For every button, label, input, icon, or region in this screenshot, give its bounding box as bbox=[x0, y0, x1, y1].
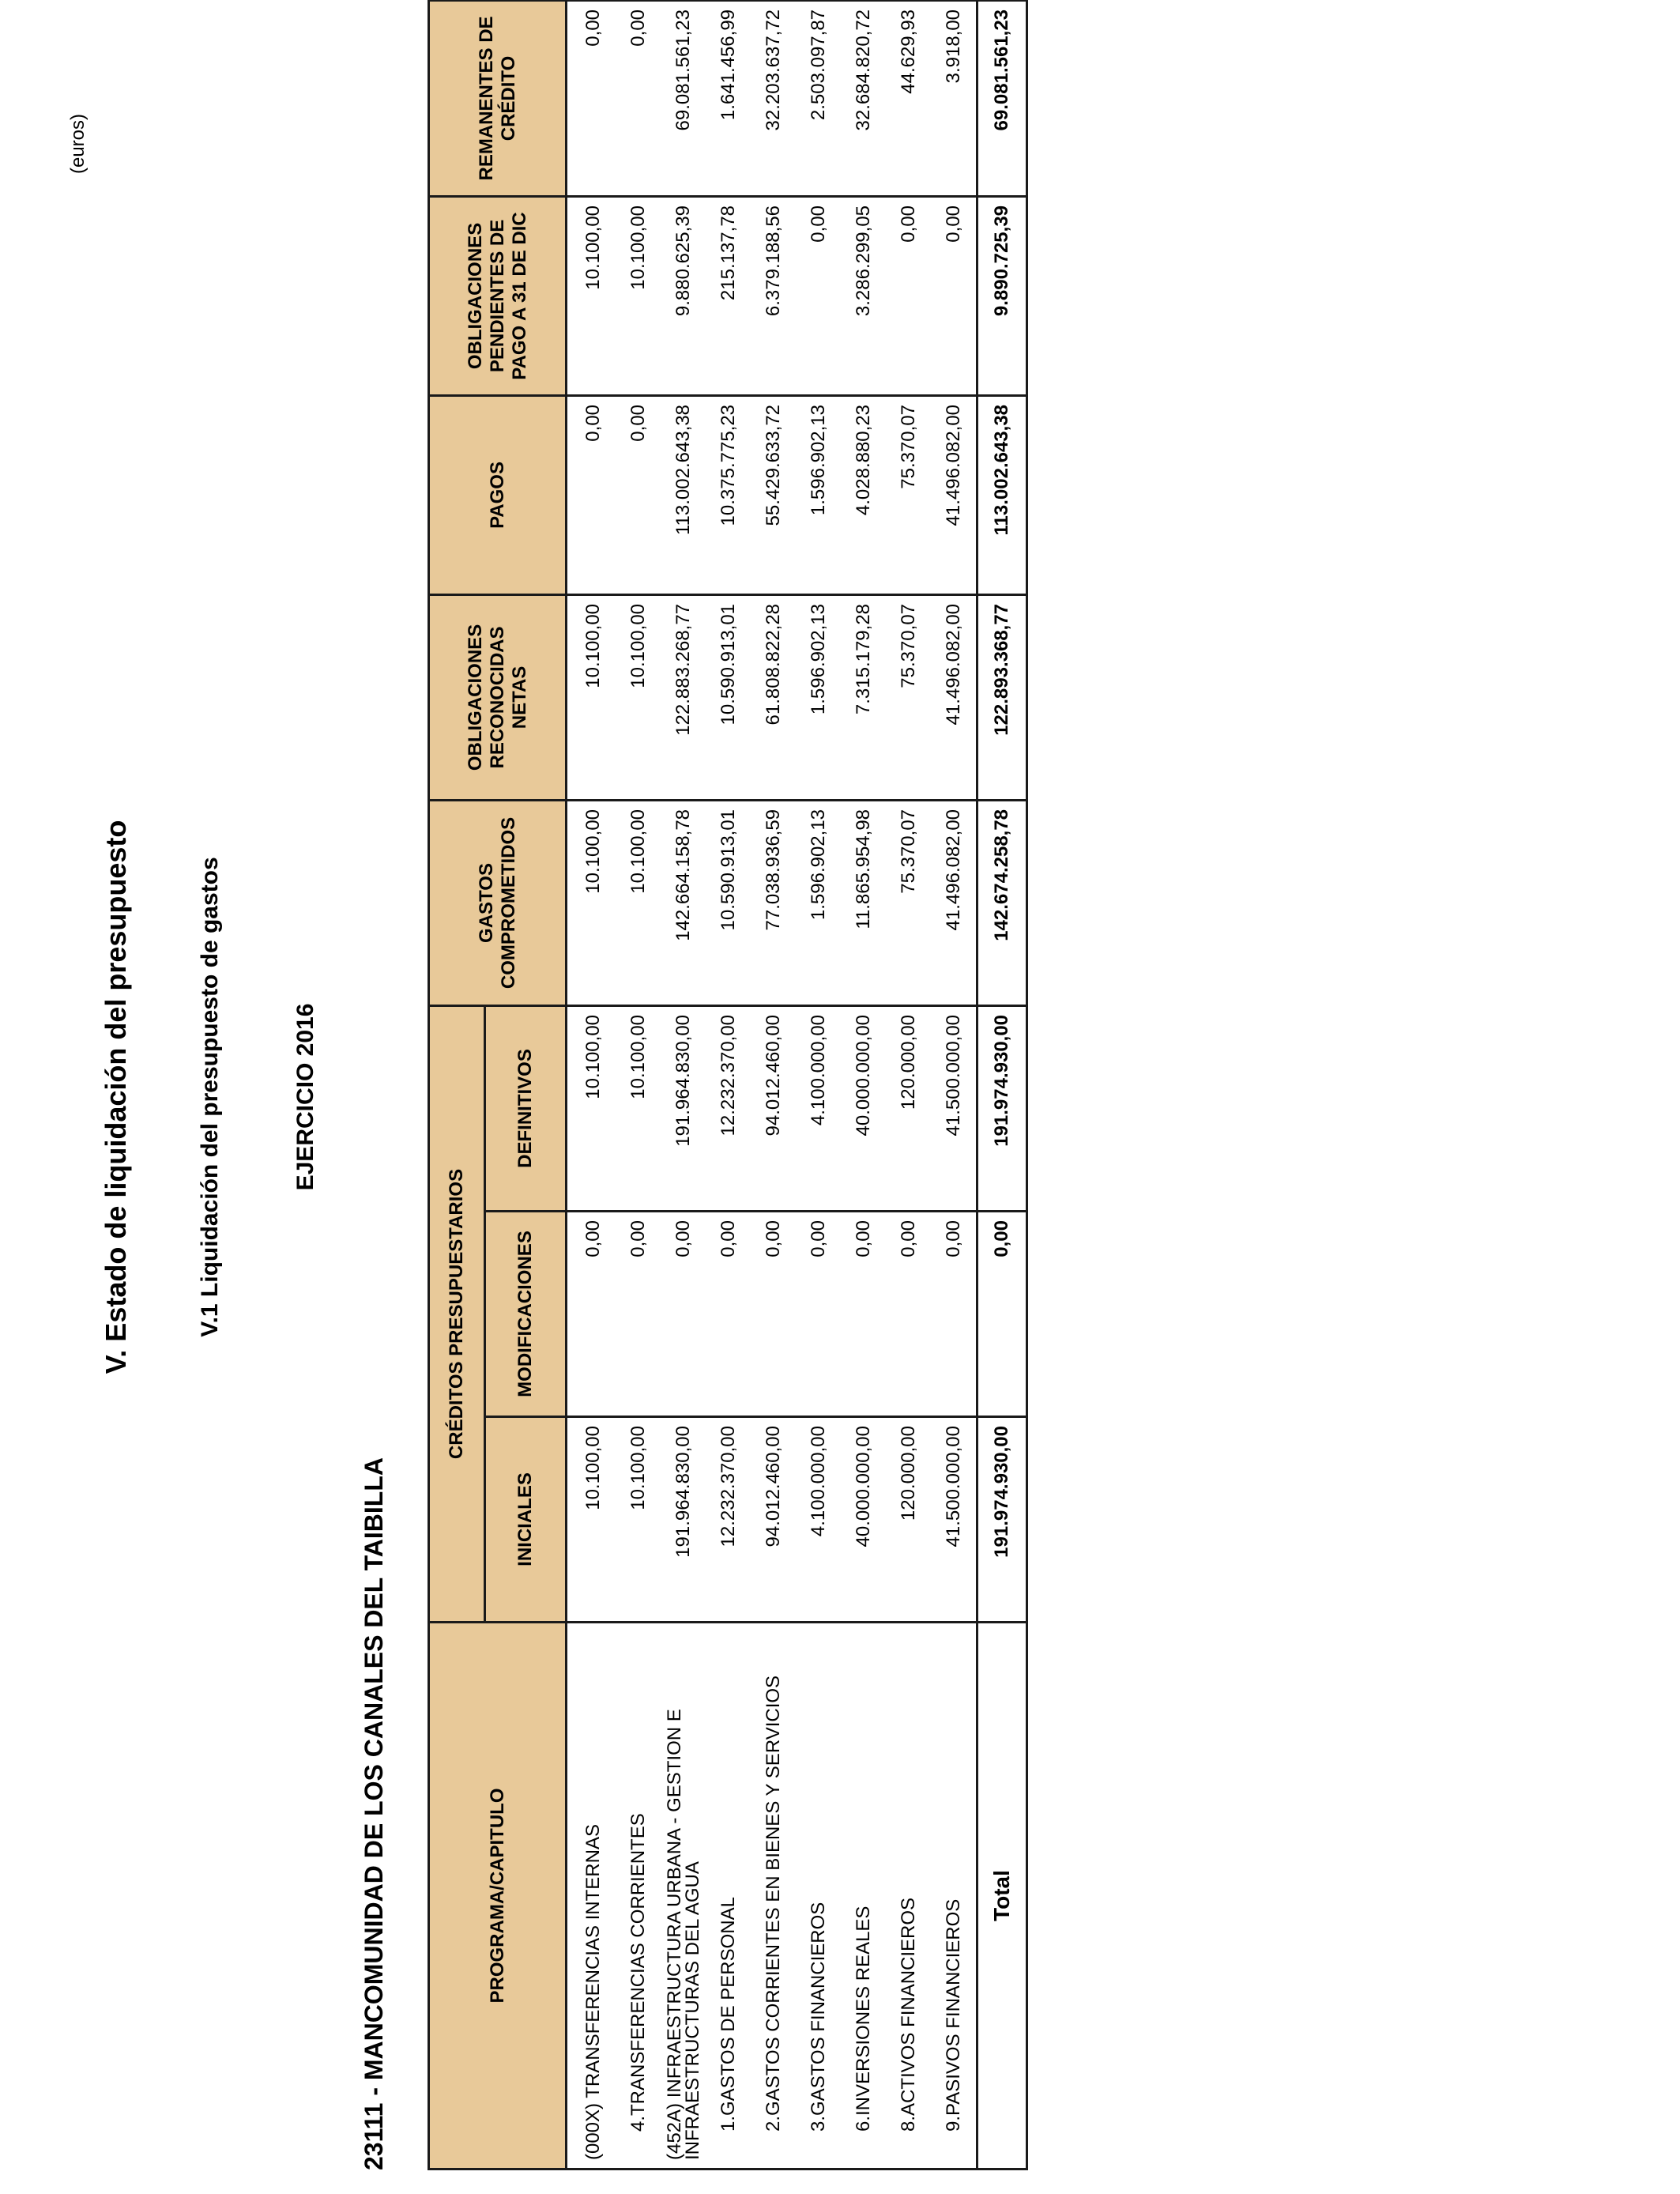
cell-remanentes: 32.203.637,72 bbox=[751, 0, 796, 196]
total-iniciales: 191.974.930,00 bbox=[977, 1417, 1027, 1623]
row-label: 4.TRANSFERENCIAS CORRIENTES bbox=[616, 1623, 661, 2169]
cell-definitivos: 120.000,00 bbox=[886, 1005, 931, 1211]
cell-iniciales: 41.500.000,00 bbox=[931, 1417, 977, 1623]
cell-remanentes: 0,00 bbox=[567, 0, 616, 196]
cell-remanentes: 1.641.456,99 bbox=[706, 0, 751, 196]
col-header-definitivos: DEFINITIVOS bbox=[485, 1005, 567, 1211]
cell-definitivos: 94.012.460,00 bbox=[751, 1005, 796, 1211]
cell-pagos: 75.370,07 bbox=[886, 395, 931, 594]
cell-pagos: 41.496.082,00 bbox=[931, 395, 977, 594]
table-row bbox=[886, 0, 931, 2169]
cell-pagos: 55.429.633,72 bbox=[751, 395, 796, 594]
cell-gastos: 1.596.902,13 bbox=[796, 800, 841, 1005]
cell-pagos: 1.596.902,13 bbox=[796, 395, 841, 594]
table-row bbox=[931, 0, 977, 2169]
total-gastos: 142.674.258,78 bbox=[977, 800, 1027, 1005]
cell-obligaciones: 10.100,00 bbox=[616, 594, 661, 800]
cell-obligaciones: 41.496.082,00 bbox=[931, 594, 977, 800]
cell-pendientes: 0,00 bbox=[886, 196, 931, 395]
cell-definitivos: 40.000.000,00 bbox=[841, 1005, 886, 1211]
cell-modificaciones: 0,00 bbox=[886, 1212, 931, 1417]
table-row bbox=[706, 0, 751, 2169]
table-row bbox=[841, 0, 886, 2169]
cell-modificaciones: 0,00 bbox=[661, 1212, 706, 1417]
col-header-iniciales: INICIALES bbox=[485, 1417, 567, 1623]
row-label: 2.GASTOS CORRIENTES EN BIENES Y SERVICIOS bbox=[751, 1623, 796, 2169]
cell-pendientes: 6.379.188,56 bbox=[751, 196, 796, 395]
cell-definitivos: 10.100,00 bbox=[567, 1005, 616, 1211]
col-header-programa: PROGRAMA/CAPITULO bbox=[429, 1623, 567, 2169]
cell-remanentes: 44.629,93 bbox=[886, 0, 931, 196]
cell-pagos: 4.028.880,23 bbox=[841, 395, 886, 594]
col-header-gastos: GASTOS COMPROMETIDOS bbox=[429, 800, 567, 1005]
cell-modificaciones: 0,00 bbox=[796, 1212, 841, 1417]
cell-obligaciones: 122.883.268,77 bbox=[661, 594, 706, 800]
cell-pagos: 113.002.643,38 bbox=[661, 395, 706, 594]
cell-pendientes: 10.100,00 bbox=[616, 196, 661, 395]
cell-obligaciones: 10.590.913,01 bbox=[706, 594, 751, 800]
cell-gastos: 11.865.954,98 bbox=[841, 800, 886, 1005]
col-header-modificaciones: MODIFICACIONES bbox=[485, 1212, 567, 1417]
cell-iniciales: 120.000,00 bbox=[886, 1417, 931, 1623]
table-row bbox=[616, 0, 661, 2169]
col-header-pagos: PAGOS bbox=[429, 395, 567, 594]
cell-remanentes: 69.081.561,23 bbox=[661, 0, 706, 196]
total-pagos: 113.002.643,38 bbox=[977, 395, 1027, 594]
entity-title: 23111 - MANCOMUNIDAD DE LOS CANALES DEL TAIBILLA bbox=[360, 1457, 388, 2170]
row-label: 3.GASTOS FINANCIEROS bbox=[796, 1623, 841, 2169]
row-label: 1.GASTOS DE PERSONAL bbox=[706, 1623, 751, 2169]
cell-pendientes: 0,00 bbox=[931, 196, 977, 395]
row-label: 9.PASIVOS FINANCIEROS bbox=[931, 1623, 977, 2169]
table-row bbox=[751, 0, 796, 2169]
cell-iniciales: 12.232.370,00 bbox=[706, 1417, 751, 1623]
cell-obligaciones: 1.596.902,13 bbox=[796, 594, 841, 800]
cell-obligaciones: 75.370,07 bbox=[886, 594, 931, 800]
col-header-remanentes: REMANENTES DE CRÉDITO bbox=[429, 0, 567, 196]
cell-remanentes: 3.918,00 bbox=[931, 0, 977, 196]
table-row bbox=[796, 0, 841, 2169]
cell-obligaciones: 10.100,00 bbox=[567, 594, 616, 800]
cell-iniciales: 94.012.460,00 bbox=[751, 1417, 796, 1623]
cell-pendientes: 10.100,00 bbox=[567, 196, 616, 395]
cell-gastos: 10.590.913,01 bbox=[706, 800, 751, 1005]
row-label: 8.ACTIVOS FINANCIEROS bbox=[886, 1623, 931, 2169]
cell-iniciales: 191.964.830,00 bbox=[661, 1417, 706, 1623]
group-header-creditos: CRÉDITOS PRESUPUESTARIOS bbox=[429, 1005, 485, 1622]
total-remanentes: 69.081.561,23 bbox=[977, 0, 1027, 196]
total-definitivos: 191.974.930,00 bbox=[977, 1005, 1027, 1211]
total-modificaciones: 0,00 bbox=[977, 1212, 1027, 1417]
cell-modificaciones: 0,00 bbox=[931, 1212, 977, 1417]
cell-definitivos: 10.100,00 bbox=[616, 1005, 661, 1211]
cell-gastos: 75.370,07 bbox=[886, 800, 931, 1005]
cell-iniciales: 10.100,00 bbox=[567, 1417, 616, 1623]
cell-gastos: 142.664.158,78 bbox=[661, 800, 706, 1005]
cell-gastos: 77.038.936,59 bbox=[751, 800, 796, 1005]
cell-iniciales: 10.100,00 bbox=[616, 1417, 661, 1623]
cell-remanentes: 2.503.097,87 bbox=[796, 0, 841, 196]
cell-pagos: 10.375.775,23 bbox=[706, 395, 751, 594]
col-header-obligaciones: OBLIGACIONES RECONOCIDAS NETAS bbox=[429, 594, 567, 800]
row-label: (452A) INFRAESTRUCTURA URBANA - GESTION E INFRAESTRUCTURAS DEL AGUA bbox=[661, 1623, 706, 2169]
total-pendientes: 9.890.725,39 bbox=[977, 196, 1027, 395]
cell-pagos: 0,00 bbox=[567, 395, 616, 594]
cell-pendientes: 3.286.299,05 bbox=[841, 196, 886, 395]
cell-pendientes: 0,00 bbox=[796, 196, 841, 395]
cell-modificaciones: 0,00 bbox=[751, 1212, 796, 1417]
total-row bbox=[977, 0, 1027, 2169]
cell-definitivos: 12.232.370,00 bbox=[706, 1005, 751, 1211]
cell-iniciales: 4.100.000,00 bbox=[796, 1417, 841, 1623]
cell-remanentes: 32.684.820,72 bbox=[841, 0, 886, 196]
cell-pagos: 0,00 bbox=[616, 395, 661, 594]
cell-iniciales: 40.000.000,00 bbox=[841, 1417, 886, 1623]
cell-obligaciones: 7.315.179,28 bbox=[841, 594, 886, 800]
cell-definitivos: 191.964.830,00 bbox=[661, 1005, 706, 1211]
cell-remanentes: 0,00 bbox=[616, 0, 661, 196]
total-obligaciones: 122.893.368,77 bbox=[977, 594, 1027, 800]
table-row bbox=[567, 0, 616, 2169]
table-row bbox=[661, 0, 706, 2169]
cell-definitivos: 4.100.000,00 bbox=[796, 1005, 841, 1211]
cell-pendientes: 215.137,78 bbox=[706, 196, 751, 395]
section-title: V. Estado de liquidación del presupuesto bbox=[100, 820, 132, 1374]
units-label: (euros) bbox=[67, 113, 89, 174]
cell-gastos: 10.100,00 bbox=[567, 800, 616, 1005]
cell-gastos: 10.100,00 bbox=[616, 800, 661, 1005]
cell-modificaciones: 0,00 bbox=[706, 1212, 751, 1417]
budget-liquidation-table bbox=[428, 0, 1028, 2170]
row-label: 6.INVERSIONES REALES bbox=[841, 1623, 886, 2169]
cell-pendientes: 9.880.625,39 bbox=[661, 196, 706, 395]
col-header-pendientes: OBLIGACIONES PENDIENTES DE PAGO A 31 DE DIC bbox=[429, 196, 567, 395]
cell-gastos: 41.496.082,00 bbox=[931, 800, 977, 1005]
cell-modificaciones: 0,00 bbox=[616, 1212, 661, 1417]
cell-modificaciones: 0,00 bbox=[567, 1212, 616, 1417]
total-label: Total bbox=[977, 1623, 1027, 2169]
cell-modificaciones: 0,00 bbox=[841, 1212, 886, 1417]
cell-obligaciones: 61.808.822,28 bbox=[751, 594, 796, 800]
table-body bbox=[567, 0, 977, 2169]
cell-definitivos: 41.500.000,00 bbox=[931, 1005, 977, 1211]
row-label: (000X) TRANSFERENCIAS INTERNAS bbox=[567, 1623, 616, 2169]
subsection-title: V.1 Liquidación del presupuesto de gastos bbox=[197, 857, 223, 1337]
exercise-title: EJERCICIO 2016 bbox=[292, 1003, 318, 1191]
